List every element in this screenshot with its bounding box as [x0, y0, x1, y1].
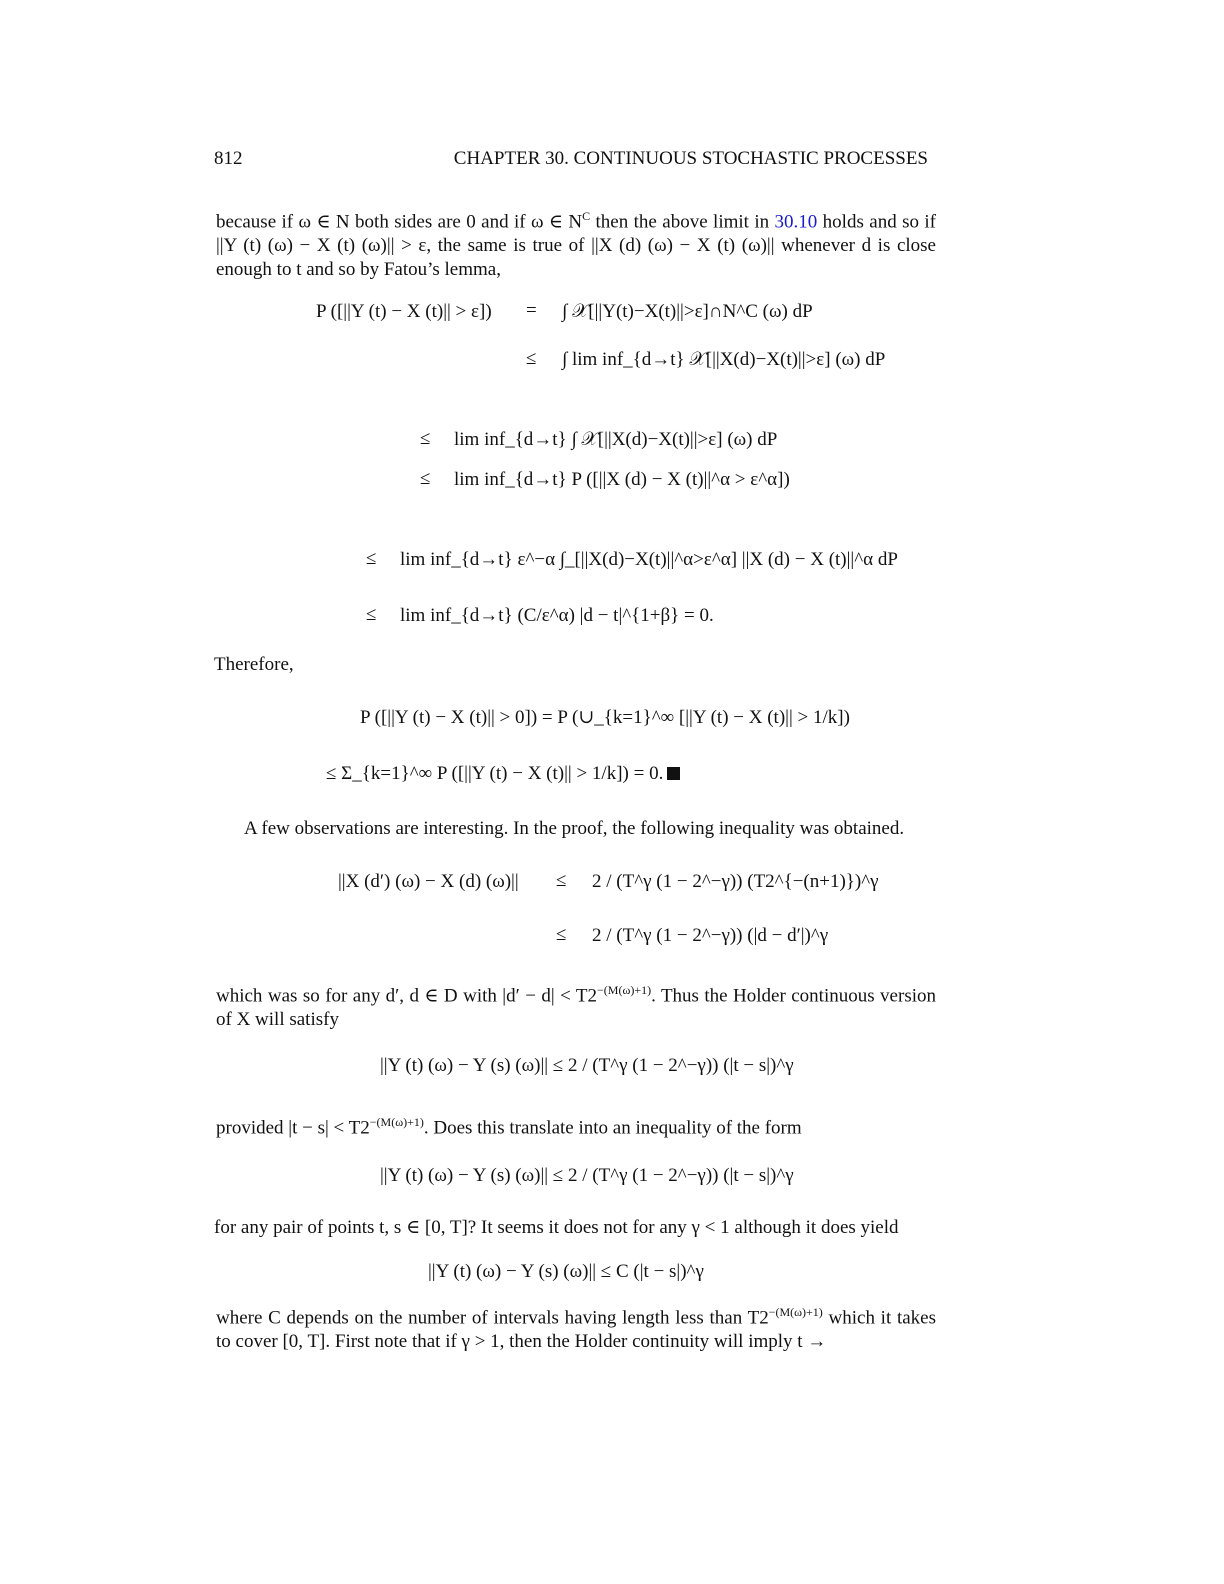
equation-line-6: lim inf_{d→t} (C/ε^α) |d − t|^{1+β} = 0.	[400, 605, 714, 626]
paragraph-where: where C depends on the number of intervals having length less than $T2^{-(M(\omega)+1)}$ which it takes to cover [0, T]. First note that if γ > 1, then the Holder continuity will imply t →	[216, 1305, 936, 1353]
relation-le: ≤	[366, 604, 377, 625]
relation-equals: =	[526, 300, 537, 321]
equation-line-1: ∫ 𝒳[||Y(t)−X(t)||>ε]∩N^C (ω) dP	[562, 301, 813, 322]
equation-line-5: lim inf_{d→t} ε^−α ∫_[||X(d)−X(t)||^α>ε^α] ||X (d) − X (t)||^α dP	[400, 549, 898, 570]
relation-le: ≤	[556, 924, 567, 945]
qed-symbol	[667, 767, 680, 780]
relation-le: ≤	[366, 548, 377, 569]
observations-text: A few observations are interesting. In the proof, the following inequality was obtained.	[244, 818, 905, 839]
holder-lhs: ||X (d′) (ω) − X (d) (ω)||	[338, 871, 519, 892]
relation-le: ≤	[420, 468, 431, 489]
holder-line-1: 2 / (T^γ (1 − 2^−γ)) (T2^{−(n+1)})^γ	[592, 871, 879, 892]
paragraph-fatou-intro: because if ω ∈ N both sides are 0 and if ω ∈ $N^C$ then the above limit in 30.10 holds and so if ||Y (t) (ω) − X (t) (ω)|| > ε, the same is true of ||X (d) (ω) − X (t) (ω)|| whenever d is close enough to t and so by Fatou’s lemma,	[216, 209, 937, 281]
running-title: CHAPTER 30. CONTINUOUS STOCHASTIC PROCESSES	[453, 148, 928, 169]
fatou-lhs: P ([||Y (t) − X (t)|| > ε])	[316, 301, 492, 322]
relation-le: ≤	[556, 870, 567, 891]
equation-line-2: ∫ lim inf_{d→t} 𝒳[||X(d)−X(t)||>ε] (ω) dP	[562, 349, 886, 370]
equation-reference-link[interactable]: 30.10	[774, 211, 818, 233]
holder-version-inequality: ||Y (t) (ω) − Y (s) (ω)|| ≤ 2 / (T^γ (1 − 2^−γ)) (|t − s|)^γ	[380, 1055, 794, 1076]
sum-equation: ≤ Σ_{k=1}^∞ P ([||Y (t) − X (t)|| > 1/k]) = 0.	[326, 762, 680, 786]
relation-le: ≤	[420, 428, 431, 449]
equation-line-3: lim inf_{d→t} ∫ 𝒳[||X(d)−X(t)||>ε] (ω) dP	[454, 429, 778, 450]
union-equation: P ([||Y (t) − X (t)|| > 0]) = P (∪_{k=1}^∞ [||Y (t) − X (t)|| > 1/k])	[360, 707, 850, 728]
page-number: 812	[214, 148, 243, 169]
global-inequality: ||Y (t) (ω) − Y (s) (ω)|| ≤ 2 / (T^γ (1 − 2^−γ)) (|t − s|)^γ	[380, 1165, 794, 1186]
paragraph-forany: for any pair of points t, s ∈ [0, T]? It seems it does not for any γ < 1 although it does yield	[214, 1217, 899, 1238]
c-inequality: ||Y (t) (ω) − Y (s) (ω)|| ≤ C (|t − s|)^γ	[428, 1261, 704, 1282]
paragraph-which: which was so for any d′, d ∈ D with $|d' - d| < T2^{-(M(\omega)+1)}$. Thus the Holder continuous version of X will satisfy	[216, 983, 936, 1031]
equation-line-4: lim inf_{d→t} P ([||X (d) − X (t)||^α > ε^α])	[454, 469, 790, 490]
holder-line-2: 2 / (T^γ (1 − 2^−γ)) (|d − d′|)^γ	[592, 925, 829, 946]
therefore-text: Therefore,	[214, 654, 294, 675]
relation-le: ≤	[526, 348, 537, 369]
paragraph-provided: provided $|t - s| < T2^{-(M(\omega)+1)}$. Does this translate into an inequality of the form	[216, 1115, 802, 1139]
